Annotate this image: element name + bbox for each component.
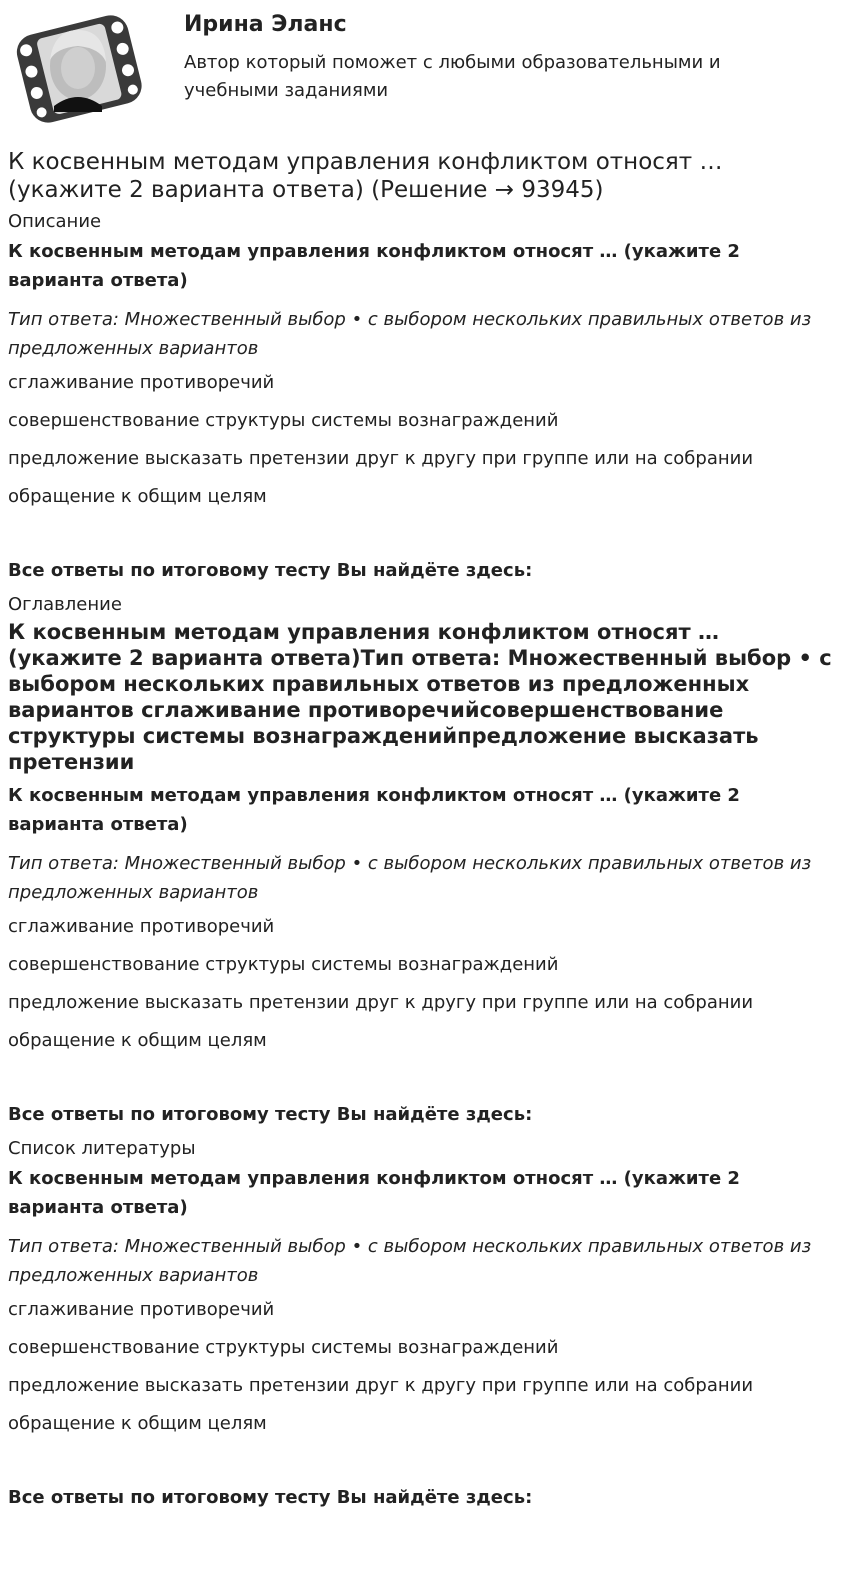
option-item: предложение высказать претензии друг к другу при группе или на собрании: [8, 992, 754, 1013]
question-title: К косвенным методам управления конфликтом относят … (укажите 2 варианта ответа): [8, 1168, 740, 1218]
author-description: Автор который поможет с любыми образовательными и учебными заданиями: [184, 52, 721, 101]
question-title: К косвенным методам управления конфликтом относят … (укажите 2 варианта ответа): [8, 785, 740, 835]
answer-type: Тип ответа: Множественный выбор • с выбором нескольких правильных ответов из предложенных вариантов: [8, 309, 812, 359]
option-item: предложение высказать претензии друг к другу при группе или на собрании: [8, 1375, 754, 1396]
option-item: сглаживание противоречий: [8, 916, 275, 937]
option-item: обращение к общим целям: [8, 1413, 267, 1434]
option-item: совершенствование структуры системы вознаграждений: [8, 954, 559, 975]
section-description: [8, 210, 838, 583]
toc-heading: К косвенным методам управления конфликтом относят … (укажите 2 варианта ответа)Тип ответа: Множественный выбор • с выбором нескольких правильных ответов из предложенных вариантов сглаживание противоречийсовершенствование структуры системы вознагражденийпредложение высказать претензии: [8, 620, 832, 774]
all-answers-text: Все ответы по итоговому тесту Вы найдёте здесь:: [8, 1487, 533, 1508]
all-answers-text: Все ответы по итоговому тесту Вы найдёте здесь:: [8, 1104, 533, 1125]
section-label: Описание: [8, 211, 102, 232]
page: [8, 0, 838, 1510]
page-title: К косвенным методам управления конфликтом относят … (укажите 2 варианта ответа) (Решение → 93945): [8, 149, 723, 203]
author-header: [8, 0, 838, 140]
option-item: сглаживание противоречий: [8, 372, 275, 393]
section-bibliography: [8, 1137, 838, 1510]
option-item: предложение высказать претензии друг к другу при группе или на собрании: [8, 448, 754, 469]
answer-type: Тип ответа: Множественный выбор • с выбором нескольких правильных ответов из предложенных вариантов: [8, 853, 812, 903]
section-label: Список литературы: [8, 1138, 196, 1159]
question-title: К косвенным методам управления конфликтом относят … (укажите 2 варианта ответа): [8, 241, 740, 291]
option-item: обращение к общим целям: [8, 486, 267, 507]
author-avatar: [8, 8, 150, 128]
answer-type: Тип ответа: Множественный выбор • с выбором нескольких правильных ответов из предложенных вариантов: [8, 1236, 812, 1286]
section-table-of-contents: [8, 593, 838, 1127]
option-item: сглаживание противоречий: [8, 1299, 275, 1320]
author-name: Ирина Эланс: [184, 12, 347, 37]
option-item: совершенствование структуры системы вознаграждений: [8, 410, 559, 431]
section-label: Оглавление: [8, 594, 122, 615]
options-list: [8, 1294, 838, 1440]
options-list: [8, 367, 838, 513]
options-list: [8, 911, 838, 1057]
option-item: совершенствование структуры системы вознаграждений: [8, 1337, 559, 1358]
option-item: обращение к общим целям: [8, 1030, 267, 1051]
all-answers-text: Все ответы по итоговому тесту Вы найдёте здесь:: [8, 560, 533, 581]
